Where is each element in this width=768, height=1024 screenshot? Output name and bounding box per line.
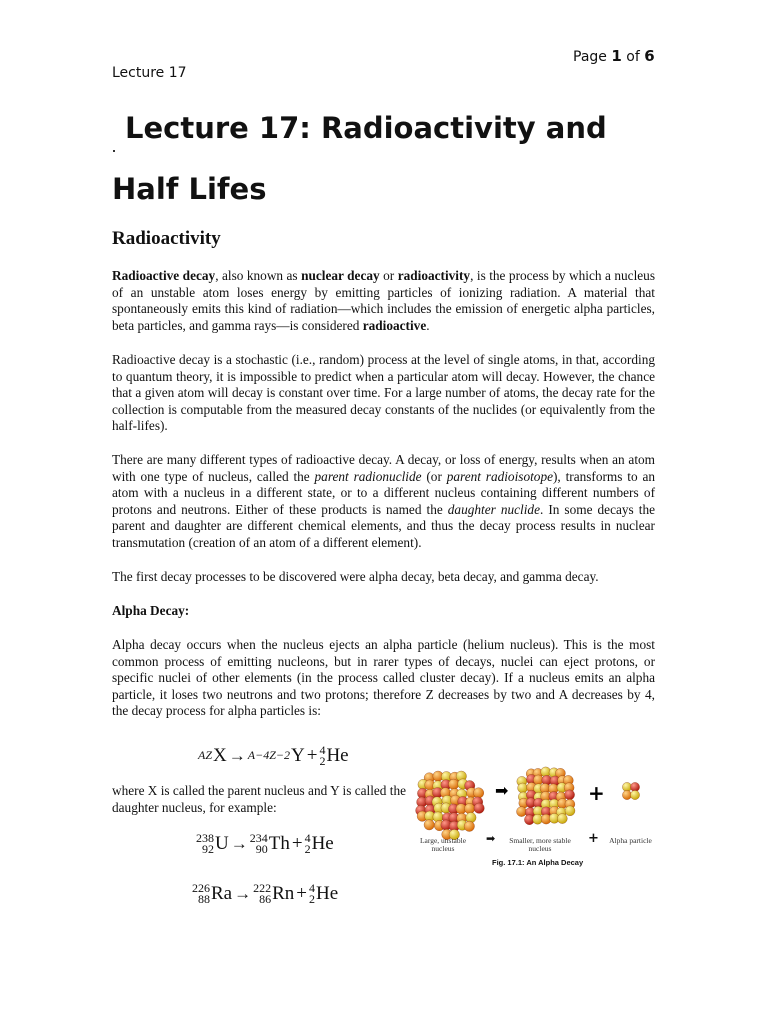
uranium-decay-equation	[196, 832, 334, 855]
mass-number: 4	[304, 830, 311, 845]
mass-number: A	[198, 748, 206, 763]
large-nucleus	[416, 771, 485, 840]
text: , is the process by which a nucleus of an unstable atom loses energy by emitting particles of ionizing radiation. A material that spontaneously emits this kind of radiation—which includes the emission of energetic alpha particles, beta particles, and gamma rays—is considered	[112, 268, 655, 333]
nucleon	[630, 782, 639, 791]
parent-nucleon-numbers	[192, 880, 210, 906]
mass-number: 222	[253, 880, 272, 895]
page-title-line2: Half Lifes	[112, 172, 267, 206]
stray-dot	[113, 150, 115, 152]
text: or	[379, 268, 398, 283]
atomic-number: Z	[205, 748, 213, 763]
nucleon	[474, 803, 484, 813]
page-title-line1: Lecture 17: Radioactivity and	[125, 111, 607, 145]
atomic-number: 86	[259, 891, 272, 906]
page-total: 6	[644, 47, 655, 65]
alpha-symbol: He	[316, 882, 339, 904]
alpha-decay-figure	[412, 760, 662, 870]
atomic-number: 2	[304, 841, 311, 856]
where-text: where X is called the parent nucleus and Y is called the daughter nucleus, for example:	[112, 783, 407, 815]
term-radioactive: radioactive	[362, 317, 427, 333]
label-alpha-particle: Alpha particle	[609, 836, 652, 845]
alpha-nucleon-numbers	[304, 830, 311, 856]
nucleon	[622, 782, 631, 791]
daughter-nucleon-numbers	[253, 880, 272, 906]
paragraph-decay-types	[112, 452, 655, 552]
radium-decay-equation	[192, 882, 338, 905]
arrow-icon: →	[234, 883, 252, 903]
mass-number: 4	[319, 742, 326, 757]
nucleon	[565, 806, 575, 816]
parent-symbol: Ra	[211, 882, 233, 904]
page-prefix: Page	[573, 49, 607, 65]
atomic-number: 88	[198, 891, 210, 906]
parent-nucleon-numbers	[196, 830, 214, 856]
alpha-decay-heading: Alpha Decay:	[112, 603, 190, 618]
atomic-number: 2	[319, 753, 326, 768]
daughter-symbol: Y	[290, 744, 305, 766]
plus-sign: +	[306, 744, 318, 766]
mass-number: 238	[196, 830, 214, 845]
label-large-nucleus: Large, unstable nucleus	[419, 836, 467, 853]
nucleon	[424, 820, 434, 830]
text: (or	[421, 468, 447, 484]
atomic-number: Z−2	[269, 748, 290, 763]
page-number	[573, 47, 655, 65]
text: . In some decays the parent and daughter are different chemical elements, and thus the decay process results in nuclear transmutation (creation of an atom of a different element).	[112, 501, 655, 550]
alpha-nucleon-numbers	[309, 880, 316, 906]
nucleon	[473, 788, 483, 798]
text: There are many different types of radioactive decay. A decay, or loss of energy, results when an atom with one type of nucleus, called the	[112, 452, 655, 484]
arrow-icon: ➡	[495, 781, 509, 800]
label-smaller-nucleus: Smaller, more stable nucleus	[509, 836, 571, 853]
parent-symbol: U	[215, 832, 229, 854]
parent-symbol: X	[213, 744, 227, 766]
figure-caption: Fig. 17.1: An Alpha Decay	[492, 858, 584, 867]
atomic-number: 90	[255, 841, 268, 856]
nucleon	[464, 803, 474, 813]
alpha-decay-illustration	[412, 760, 662, 870]
plus-icon: +	[588, 781, 605, 805]
daughter-nucleon-numbers	[248, 750, 290, 761]
daughter-nucleon-numbers	[249, 830, 268, 856]
nucleon	[565, 790, 575, 800]
term-radioactive-decay: Radioactive decay	[112, 268, 216, 283]
mass-number: 234	[249, 830, 268, 845]
paragraph-radioactive-decay	[112, 268, 655, 334]
alpha-nucleon-numbers	[319, 742, 326, 768]
arrow-icon: ➡	[486, 832, 496, 845]
alpha-particle	[622, 782, 639, 799]
page-current: 1	[611, 47, 622, 65]
parent-nucleon-numbers	[198, 750, 212, 761]
atomic-number: 2	[309, 891, 316, 906]
mass-number: A−4	[247, 748, 270, 763]
nucleon	[630, 790, 639, 799]
plus-sign: +	[296, 882, 308, 904]
atomic-number: 92	[202, 841, 214, 856]
nucleon	[464, 821, 474, 831]
term-daughter-nuclide: daughter nuclide	[447, 501, 540, 517]
term-parent-radioisotope: parent radioisotope	[446, 468, 553, 484]
mass-number: 226	[192, 880, 210, 895]
smaller-nucleus	[517, 767, 576, 825]
text: ), transforms to an atom with a nucleus in a different state, or to a different nucleus containing different numbers of protons and neutrons. Either of these products is named the	[112, 468, 655, 517]
nucleon	[517, 807, 527, 817]
plus-sign: +	[291, 832, 303, 854]
text: .	[426, 317, 430, 333]
alpha-symbol: He	[311, 832, 334, 854]
paragraph-stochastic: Radioactive decay is a stochastic (i.e., random) process at the level of single atoms, in that, according to quantum theory, it is impossible to predict when a particular atom will decay. However, the chance that a given atom will decay is constant over time. For a large number of atoms, the decay rate for the collection is computable from the measured decay constants of the nuclides (or equivalently from the half-lifes).	[112, 352, 655, 434]
mass-number: 4	[309, 880, 316, 895]
term-radioactivity: radioactivity	[397, 268, 471, 283]
nucleon	[448, 779, 458, 789]
arrow-icon: →	[228, 745, 246, 765]
general-alpha-equation	[198, 744, 349, 767]
plus-icon: +	[588, 831, 599, 846]
nucleon	[622, 790, 631, 799]
paragraph-first-decays: The first decay processes to be discovered were alpha decay, beta decay, and gamma decay.	[112, 569, 599, 584]
alpha-symbol: He	[326, 744, 349, 766]
daughter-symbol: Rn	[272, 882, 295, 904]
lecture-label: Lecture 17	[112, 65, 187, 81]
page-of: of	[626, 49, 640, 65]
nucleon	[518, 783, 528, 793]
section-heading: Radioactivity	[112, 228, 221, 249]
term-nuclear-decay: nuclear decay	[301, 268, 380, 283]
daughter-symbol: Th	[268, 832, 290, 854]
paragraph-alpha-decay: Alpha decay occurs when the nucleus ejects an alpha particle (helium nucleus). This is the most common process of emitting nucleons, but in rarer types of decays, nuclei can eject protons, or specific nuclei of other elements (in the process called cluster decay). If a nucleus emits an alpha particle, it loses two neutrons and two protons; therefore Z decreases by two and A decreases by 4, the decay process for alpha particles is:	[112, 637, 655, 719]
term-parent-radionuclide: parent radionuclide	[314, 468, 422, 484]
text: , also known as	[215, 268, 302, 283]
nucleon	[557, 814, 567, 824]
arrow-icon: →	[230, 833, 248, 853]
